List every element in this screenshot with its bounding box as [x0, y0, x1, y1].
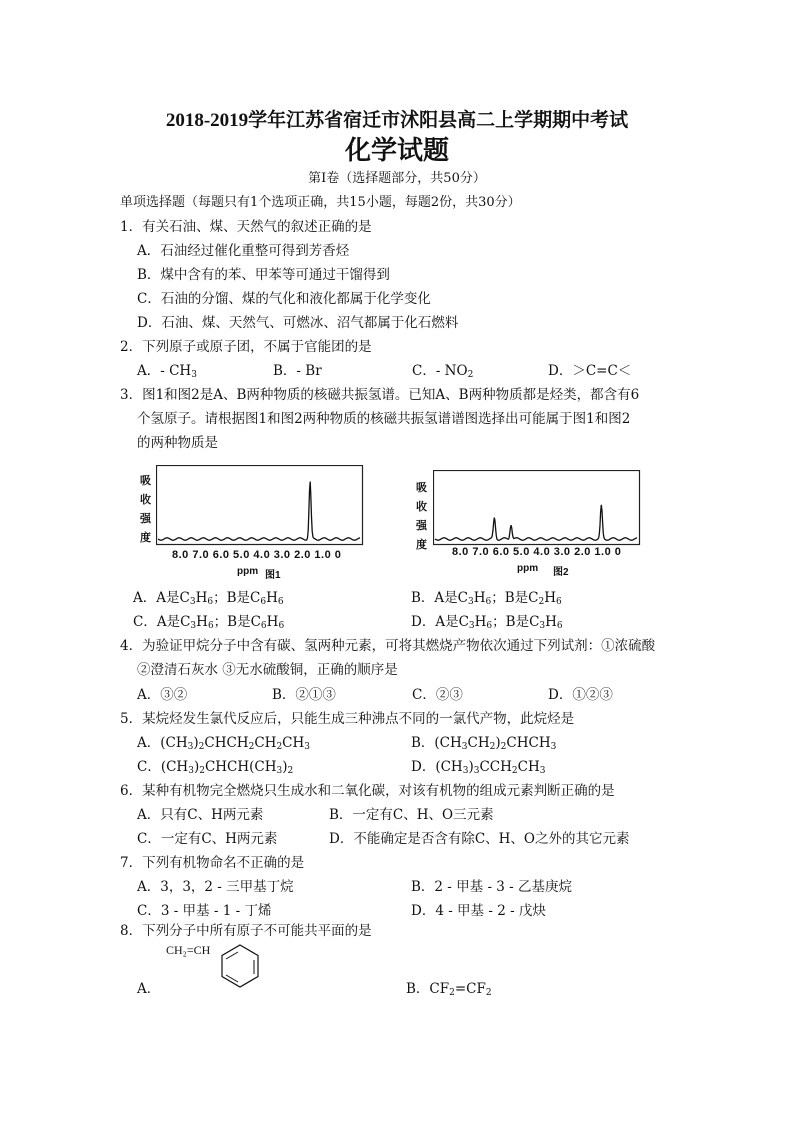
q4-option-c: C．②③ — [412, 687, 463, 703]
q1-option-c: C．石油的分馏、煤的气化和液化都属于化学变化 — [137, 291, 431, 307]
chart2-unit: ppm — [517, 563, 539, 574]
benzene-ring-structure — [218, 944, 262, 988]
q2-option-a: A．- $CH_3$ — [137, 363, 197, 380]
q7-option-c: C．3 - 甲基 - 1 - 丁烯 — [137, 903, 272, 919]
chart1-ticks: 8.0 7.0 6.0 5.0 4.0 3.0 2.0 1.0 0 — [172, 549, 342, 561]
q4-line1: 4．为验证甲烷分子中含有碳、氢两种元素，可将其燃烧产物依次通过下列试剂：①浓硫酸 — [120, 638, 656, 654]
q1-stem: 1．有关石油、煤、天然气的叙述正确的是 — [120, 219, 372, 235]
q1-option-b: B．煤中含有的苯、甲苯等可通过干馏得到 — [137, 267, 390, 283]
q3-line1: 3．图1和图2是A、B两种物质的核磁共振氢谱。已知A、B两种物质都是烃类，都含有6 — [120, 387, 640, 403]
q3-option-b: B．A是$C_3H_6$；B是$C_2H_6$ — [411, 590, 562, 607]
subject-title: 化学试题 — [344, 136, 449, 166]
q3-line2: 个氢原子。请根据图1和图2两种物质的核磁共振氢谱谱图选择出可能属于图1和图2 — [137, 411, 631, 427]
q1-option-a: A．石油经过催化重整可得到芳香烃 — [137, 243, 350, 259]
q4-option-d: D．①②③ — [548, 687, 613, 703]
q2-option-c: C．- $NO_2$ — [412, 363, 474, 380]
q3-option-c: C．A是$C_3H_6$；B是$C_6H_6$ — [133, 614, 285, 631]
q7-option-a: A．3，3，2 - 三甲基丁烷 — [137, 879, 294, 895]
chart2-trace — [435, 505, 637, 540]
nmr-spectrum-1 — [156, 465, 366, 550]
q4-option-a: A．③② — [137, 687, 188, 703]
q7-option-d: D．4 - 甲基 - 2 - 戊炔 — [411, 903, 546, 919]
q3-line3: 的两种物质是 — [137, 435, 218, 451]
q6-option-a: A．只有C、H两元素 — [137, 807, 264, 823]
q6-stem: 6．某种有机物完全燃烧只生成水和二氧化碳，对该有机物的组成元素判断正确的是 — [120, 783, 615, 799]
q5-option-b: B．$(CH_3CH_2)_2CHCH_3$ — [411, 735, 557, 752]
chart1-fig-label: 图1 — [265, 570, 281, 581]
q5-option-d: D．$(CH_3)_3CCH_2CH_3$ — [411, 759, 546, 776]
q4-option-b: B．②①③ — [272, 687, 336, 703]
q2-stem: 2．下列原子或原子团，不属于官能团的是 — [120, 339, 372, 355]
chart2-fig-label: 图2 — [553, 567, 569, 578]
chart2-ylabel: 吸 收 强 度 — [416, 482, 427, 551]
exam-title: 2018-2019学年江苏省宿迁市沭阳县高二上学期期中考试 — [165, 110, 629, 131]
q7-option-b: B．2 - 甲基 - 3 - 乙基庚烷 — [411, 879, 573, 895]
q1-option-d: D．石油、煤、天然气、可燃冰、沼气都属于化石燃料 — [137, 315, 459, 331]
instructions: 单项选择题（每题只有1个选项正确，共15小题，每题2份，共30分） — [120, 195, 521, 210]
q4-line2: ②澄清石灰水 ③无水硫酸铜，正确的顺序是 — [137, 662, 398, 678]
chart2-ticks: 8.0 7.0 6.0 5.0 4.0 3.0 2.0 1.0 0 — [452, 546, 622, 558]
chart1-ylabel: 吸 收 强 度 — [140, 475, 151, 544]
q5-stem: 5．某烷烃发生氯代反应后，只能生成三种沸点不同的一氯代产物，此烷烃是 — [120, 711, 575, 727]
q8-stem: 8．下列分子中所有原子不可能共平面的是 — [120, 923, 372, 939]
section-heading: 第Ⅰ卷（选择题部分，共50分） — [308, 171, 486, 186]
q7-stem: 7．下列有机物命名不正确的是 — [120, 855, 305, 871]
q3-option-d: D．A是$C_3H_6$；B是$C_3H_6$ — [411, 614, 563, 631]
q5-option-c: C．$(CH_3)_2CHCH(CH_3)_2$ — [137, 759, 294, 776]
chart1-trace — [158, 482, 360, 541]
styrene-formula-label: CH₂=CH — [166, 943, 211, 957]
q2-option-b: B．- Br — [273, 363, 322, 379]
q3-option-a: A．A是$C_3H_6$；B是$C_6H_6$ — [133, 590, 284, 607]
q5-option-a: A．$(CH_3)_2CHCH_2CH_2CH_3$ — [137, 735, 311, 752]
nmr-spectrum-2 — [433, 470, 643, 550]
q8-option-b: B．$CF_2=CF_2$ — [406, 981, 492, 998]
q8-option-a: A． — [137, 981, 161, 997]
q6-option-b: B．一定有C、H、O三元素 — [329, 807, 494, 823]
chart1-unit: ppm — [237, 566, 259, 577]
q2-option-d: D．＞C=C＜ — [548, 363, 632, 379]
q6-option-c: C．一定有C、H两元素 — [137, 831, 278, 847]
q6-option-d: D．不能确定是否含有除C、H、O之外的其它元素 — [329, 831, 630, 847]
